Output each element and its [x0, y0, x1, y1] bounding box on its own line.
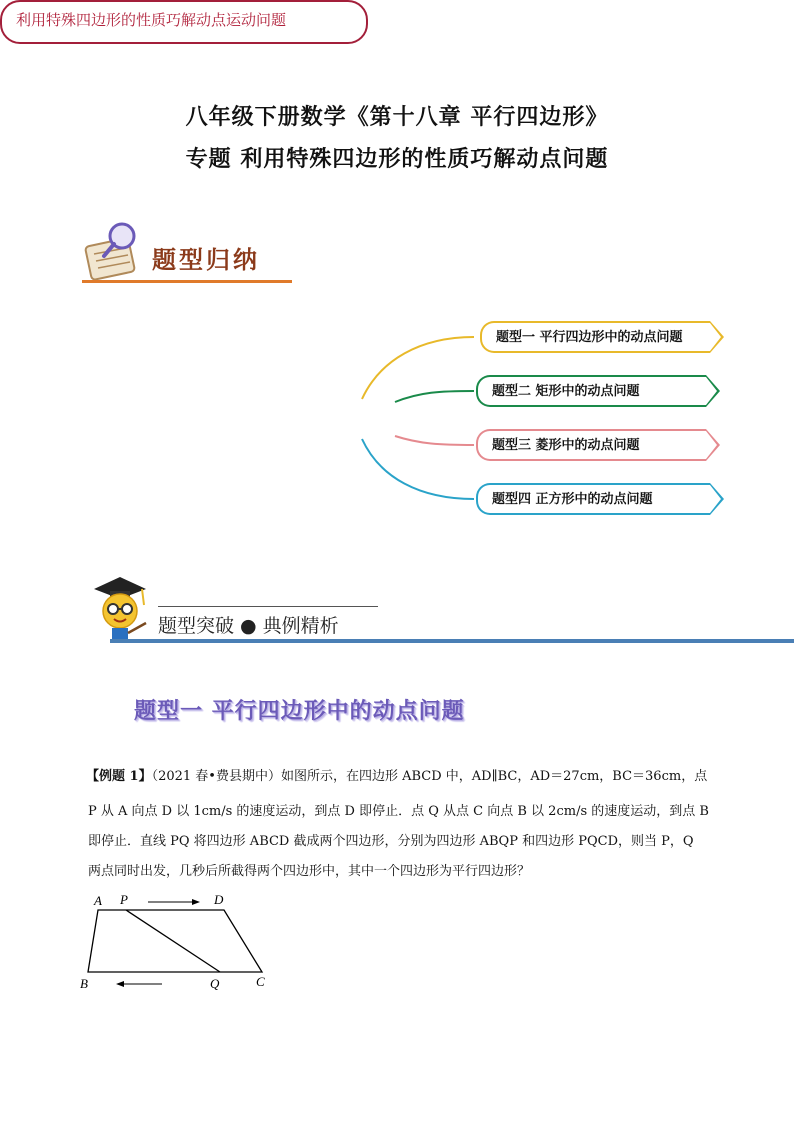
example-line-2: P 从 A 向点 D 以 1cm/s 的速度运动，到点 D 即停止．点 Q 从点 C 向点 B 以 2cm/s 的速度运动，到点 B: [88, 804, 709, 819]
document-title-line1: 八年级下册数学《第十八章 平行四边形》: [185, 105, 609, 130]
example-line-1: [86, 767, 726, 787]
mindmap-branch-rhombus: 题型三 菱形中的动点问题: [476, 429, 706, 461]
label-q: Q: [210, 976, 220, 991]
label-b: B: [80, 976, 88, 991]
section-label-breakthrough: 题型突破 ● 典例精析: [158, 615, 339, 637]
section-underline: [82, 280, 292, 283]
label-d: D: [214, 892, 224, 907]
mindmap-branch-square: 题型四 正方形中的动点问题: [476, 483, 710, 515]
quadrilateral-abcd: [88, 910, 262, 972]
document-title-line2: 专题 利用特殊四边形的性质巧解动点问题: [185, 147, 609, 172]
section-header-question-types: [82, 218, 292, 284]
graduate-mascot-icon: [90, 575, 152, 645]
magnifier-notebook-icon: [82, 220, 146, 280]
label-a: A: [94, 893, 102, 908]
arrowhead-right: [192, 899, 200, 905]
section-header-breakthrough: [90, 575, 794, 650]
example-line-3: 即停止．直线 PQ 将四边形 ABCD 截成两个四边形，分别为四边形 ABQP 和四边形 PQCD，则当 P，Q: [88, 834, 694, 849]
subsection-title: 题型一 平行四边形中的动点问题: [134, 699, 465, 724]
arrowhead-left: [116, 981, 124, 987]
mindmap-branch-parallelogram: 题型一 平行四边形中的动点问题: [480, 321, 710, 353]
example-line-4: 两点同时出发，几秒后所截得两个四边形中，其中一个四边形为平行四边形？: [88, 864, 531, 879]
section-bottom-rule: [110, 639, 794, 643]
mindmap-branch-rectangle: 题型二 矩形中的动点问题: [476, 375, 706, 407]
mindmap-root-node: 利用特殊四边形的性质巧解动点运动问题: [0, 0, 368, 44]
label-c: C: [256, 974, 265, 989]
segment-pq: [126, 910, 220, 972]
quadrilateral-figure: [76, 890, 276, 1000]
example-text-1: （2021 春•费县期中）如图所示，在四边形 ABCD 中，AD∥BC，AD＝27cm，BC＝36cm，点: [151, 769, 708, 784]
section-top-rule: [158, 606, 378, 607]
example-tag: 【例题 1】: [86, 769, 152, 784]
section-label-question-types: 题型归纳: [152, 246, 260, 274]
label-p: P: [120, 892, 128, 907]
